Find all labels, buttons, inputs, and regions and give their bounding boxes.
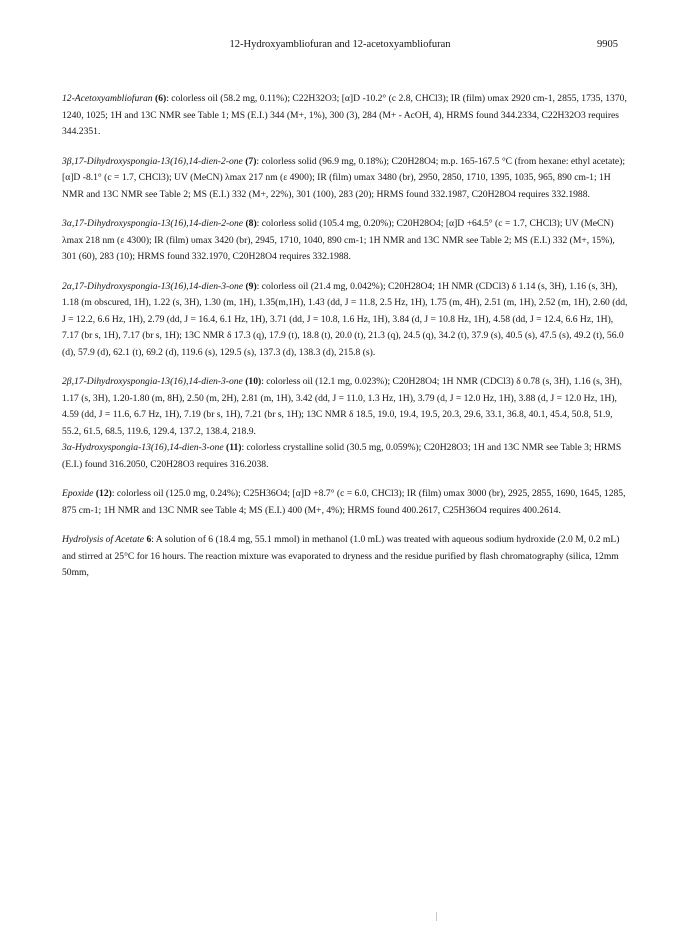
- compound-data: : colorless oil (21.4 mg, 0.042%); C20H28O4; 1H NMR (CDCl3) δ 1.14 (s, 3H), 1.16 (s, 3H), 1.18 (m obscured, 1H), 1.22 (s, 3H), 1.30 (m, 1H), 1.35(m,1H), 1.43 (dd, J = 11.8, 2.5 Hz, 1H), 1.75 (m, 4H), 2.51 (m, 1H), 2.52 (m, 1H), 2.60 (dd, J = 12.2, 6.6 Hz, 1H), 2.79 (dd, J = 16.4, 6.1 Hz, 1H), 3.71 (dd, J = 10.8, 1.6 Hz, 1H), 3.84 (d, J = 10.8 Hz, 1H), 4.58 (dd, J = 12.4, 6.6 Hz, 1H), 7.17 (br s, 1H), 7.17 (br s, 1H); 13C NMR δ 17.3 (q), 17.9 (t), 18.8 (t), 20.0 (t), 21.3 (q), 24.5 (q), 34.2 (t), 37.9 (s), 40.5 (s), 47.5 (s), 49.2 (t), 56.0 (d), 57.9 (d), 62.1 (t), 69.2 (d), 119.6 (s), 129.5 (s), 137.3 (d), 138.3 (d), 215.8 (s).: [62, 280, 628, 358]
- compound-number: (11): [226, 442, 242, 453]
- compound-number: (9): [245, 280, 257, 292]
- compound-data: : colorless oil (125.0 mg, 0.24%); C25H36O4; [α]D +8.7° (c = 6.0, CHCl3); IR (film) υmax 3000 (br), 2925, 2855, 1690, 1645, 1285, 875 cm-1; 1H NMR and 13C NMR see Table 4; MS (E.I.) 400 (M+, 4%); HRMS found 400.2617, C25H36O4 requires 400.2614.: [62, 488, 626, 516]
- scan-mark: [436, 912, 437, 921]
- procedure-text: : A solution of 6 (18.4 mg, 55.1 mmol) in methanol (1.0 mL) was treated with aqueous sodium hydroxide (2.0 M, 0.2 mL) and stirred at 25°C for 16 hours. The reaction mixture was evaporated to dryness and the residue purified by flash chromatography (silica, 12mm 50mm,: [62, 534, 620, 578]
- compound-data: : colorless crystalline solid (30.5 mg, 0.059%); C20H28O3; 1H and 13C NMR see Table 3; HRMS (E.I.) found 316.2050, C20H28O3 requires 316.2038.: [62, 442, 622, 470]
- compound-name: Epoxide: [62, 488, 94, 499]
- compound-entry-10: [62, 374, 628, 440]
- compound-entry-7: [62, 154, 628, 204]
- compound-entry-12: [62, 486, 628, 519]
- compound-number: (12): [95, 488, 112, 499]
- compound-number: 6: [146, 534, 152, 545]
- compound-data: : colorless solid (96.9 mg, 0.18%); C20H28O4; m.p. 165-167.5 °C (from hexane: ethyl acetate); [α]D -8.1° (c = 1.7, CHCl3); UV (MeCN) λmax 217 nm (ε 4900); IR (film) υmax 3480 (br), 2950, 2850, 1710, 1395, 1035, 965, 890 cm-1; 1H NMR and 13C NMR see Table 2; MS (E.I.) 332 (M+, 22%), 301 (100), 283 (20); HRMS found 332.1987, C20H28O4 requires 332.1988.: [62, 155, 625, 200]
- compound-number: (10): [245, 376, 262, 387]
- running-header: [0, 39, 680, 55]
- compound-name: 2β,17-Dihydroxyspongia-13(16),14-dien-3-one: [62, 376, 243, 387]
- compound-entry-11: [62, 440, 628, 473]
- compound-number: (6): [155, 93, 167, 104]
- compound-entry-9: [62, 279, 628, 362]
- running-title: 12-Hydroxyambliofuran and 12-acetoxyambliofuran: [229, 39, 451, 50]
- compound-name: 3α-Hydroxyspongia-13(16),14-dien-3-one: [62, 442, 224, 453]
- hydrolysis-procedure: [62, 532, 628, 582]
- compound-entry-8: [62, 216, 628, 266]
- compound-data: : colorless oil (12.1 mg, 0.023%); C20H28O4; 1H NMR (CDCl3) δ 0.78 (s, 3H), 1.16 (s, 3H), 1.17 (s, 3H), 1.20-1.80 (m, 8H), 2.50 (m, 2H), 2.81 (m, 1H), 3.42 (dd, J = 11.0, 1.3 Hz, 1H), 3.79 (d, J = 12.0 Hz, 1H), 3.88 (d, J = 12.0 Hz, 1H), 4.59 (dd, J = 11.6, 6.7 Hz, 1H), 7.19 (br s, 1H), 7.21 (br s, 1H); 13C NMR δ 18.5, 19.0, 19.4, 19.5, 20.3, 29.6, 33.1, 36.8, 40.1, 45.4, 50.8, 51.9, 55.2, 61.5, 68.5, 119.6, 129.4, 137.2, 138.4, 218.9.: [62, 376, 622, 437]
- experimental-section: [62, 91, 628, 595]
- procedure-name: Hydrolysis of Acetate: [62, 534, 145, 545]
- compound-data: : colorless oil (58.2 mg, 0.11%); C22H32O3; [α]D -10.2° (c 2.8, CHCl3); IR (film) υmax 2920 cm-1, 2855, 1735, 1370, 1240, 1025; 1H and 13C NMR see Table 1; MS (E.I.) 344 (M+, 1%), 300 (3), 284 (M+ - AcOH, 4), HRMS found 344.2334, C22H32O3 requires 344.2351.: [62, 93, 627, 137]
- compound-number: (8): [245, 218, 257, 229]
- page-number: 9905: [597, 39, 618, 50]
- compound-name: 3α,17-Dihydroxyspongia-13(16),14-dien-2-one: [62, 218, 244, 229]
- compound-entry-6: [62, 91, 628, 141]
- compound-name: 12-Acetoxyambliofuran: [62, 93, 153, 104]
- compound-name: 3β,17-Dihydroxyspongia-13(16),14-dien-2-one: [62, 155, 243, 167]
- compound-name: 2α,17-Dihydroxyspongia-13(16),14-dien-3-one: [62, 280, 244, 292]
- compound-data: : colorless solid (105.4 mg, 0.20%); C20H28O4; [α]D +64.5° (c = 1.7, CHCl3); UV (MeCN) λmax 218 nm (ε 4300); IR (film) υmax 3420 (br), 2945, 1710, 1040, 890 cm-1; 1H NMR and 13C NMR see Table 2; MS (E.I.) 332 (M+, 15%), 301 (60), 283 (10); HRMS found 332.1970, C20H28O4 requires 332.1988.: [62, 218, 615, 262]
- compound-number: (7): [245, 155, 257, 167]
